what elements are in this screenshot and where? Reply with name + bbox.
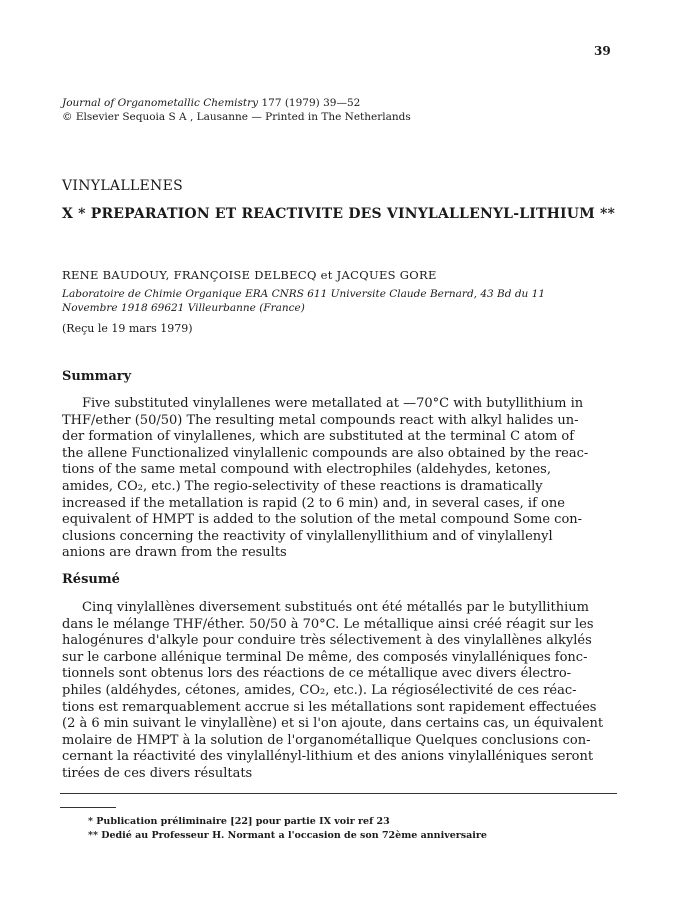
summary-line: increased if the metallation is rapid (2 to 6 min) and, in several cases, if one — [62, 495, 565, 511]
resume-line: Cinq vinylallènes diversement substitués ont été métallés par le butyllithium — [82, 600, 589, 615]
footnote-separator-rule — [60, 793, 617, 794]
resume-paragraph — [62, 600, 622, 783]
footnote: * Publication préliminaire [22] pour partie IX voir ref 23 — [88, 816, 390, 827]
journal-citation-line — [62, 96, 622, 110]
footnote-short-rule — [60, 807, 116, 808]
resume-line: sur le carbone allénique terminal De même, des composés vinylalléniques fonc- — [62, 649, 588, 665]
resume-line: tirées de ces divers résultats — [62, 765, 253, 781]
resume-line: halogénures d'alkyle pour conduire très sélectivement à des vinylallènes alkylés — [62, 633, 592, 649]
resume-line: (2 à 6 min suivant le vinylallène) et si l'on ajoute, dans certains cas, un équivalent — [62, 716, 604, 732]
journal-name: Journal of Organometallic Chemistry — [62, 97, 259, 109]
page-number: 39 — [594, 44, 611, 58]
affiliation-line: Laboratoire de Chimie Organique ERA CNRS 611 Universite Claude Bernard, 43 Bd du 11 — [62, 288, 545, 300]
journal-citation: 177 (1979) 39—52 — [261, 97, 361, 109]
summary-line: the allene Functionalized vinylallenic compounds are also obtained by the reac- — [62, 445, 589, 461]
summary-line: amides, CO₂, etc.) The regio-selectivity of these reactions is dramatically — [62, 478, 543, 494]
summary-line: clusions concerning the reactivity of vinylallenyllithium and of vinylallenyl — [62, 528, 553, 544]
summary-line: anions are drawn from the results — [62, 545, 287, 561]
resume-line: cernant la réactivité des vinylallényl-lithium et des anions vinylalléniques seront — [62, 749, 594, 765]
affiliation-line: Novembre 1918 69621 Villeurbanne (France) — [62, 301, 305, 314]
article-title: X * PREPARATION ET REACTIVITE DES VINYLALLENYL-LITHIUM ** — [62, 206, 616, 222]
resume-heading: Résumé — [62, 572, 120, 587]
series-title: VINYLALLENES — [62, 178, 184, 194]
summary-line: tions of the same metal compound with electrophiles (aldehydes, ketones, — [62, 462, 551, 478]
resume-line: philes (aldéhydes, cétones, amides, CO₂, etc.). La régiosélectivité de ces réac- — [62, 682, 577, 698]
resume-line: dans le mélange THF/éther. 50/50 à 70°C. Le métallique ainsi créé réagit sur les — [62, 616, 594, 632]
affiliation — [62, 288, 632, 315]
summary-line: equivalent of HMPT is added to the solution of the metal compound Some con- — [62, 512, 583, 528]
journal-header — [62, 96, 622, 124]
summary-paragraph — [62, 396, 620, 562]
publisher-line: © Elsevier Sequoia S A , Lausanne — Printed in The Netherlands — [62, 111, 411, 123]
footnote: ** Dedié au Professeur H. Normant a l'occasion de son 72ème anniversaire — [88, 830, 487, 841]
footnotes — [88, 815, 487, 843]
resume-line: tionnels sont obtenus lors des réactions de ce métallique avec divers électro- — [62, 666, 572, 682]
summary-line: Five substituted vinylallenes were metallated at —70°C with butyllithium in — [82, 396, 584, 411]
summary-line: THF/ether (50/50) The resulting metal compounds react with alkyl halides un- — [62, 412, 579, 428]
resume-line: molaire de HMPT à la solution de l'organométallique Quelques conclusions con- — [62, 732, 591, 748]
received-date: (Reçu le 19 mars 1979) — [62, 322, 193, 335]
summary-heading: Summary — [62, 369, 132, 384]
authors: RENE BAUDOUY, FRANÇOISE DELBECQ et JACQUES GORE — [62, 268, 437, 282]
summary-line: der formation of vinylallenes, which are substituted at the terminal C atom of — [62, 429, 575, 445]
resume-line: tions est remarquablement accrue si les métallations sont rapidement effectuées — [62, 699, 597, 715]
